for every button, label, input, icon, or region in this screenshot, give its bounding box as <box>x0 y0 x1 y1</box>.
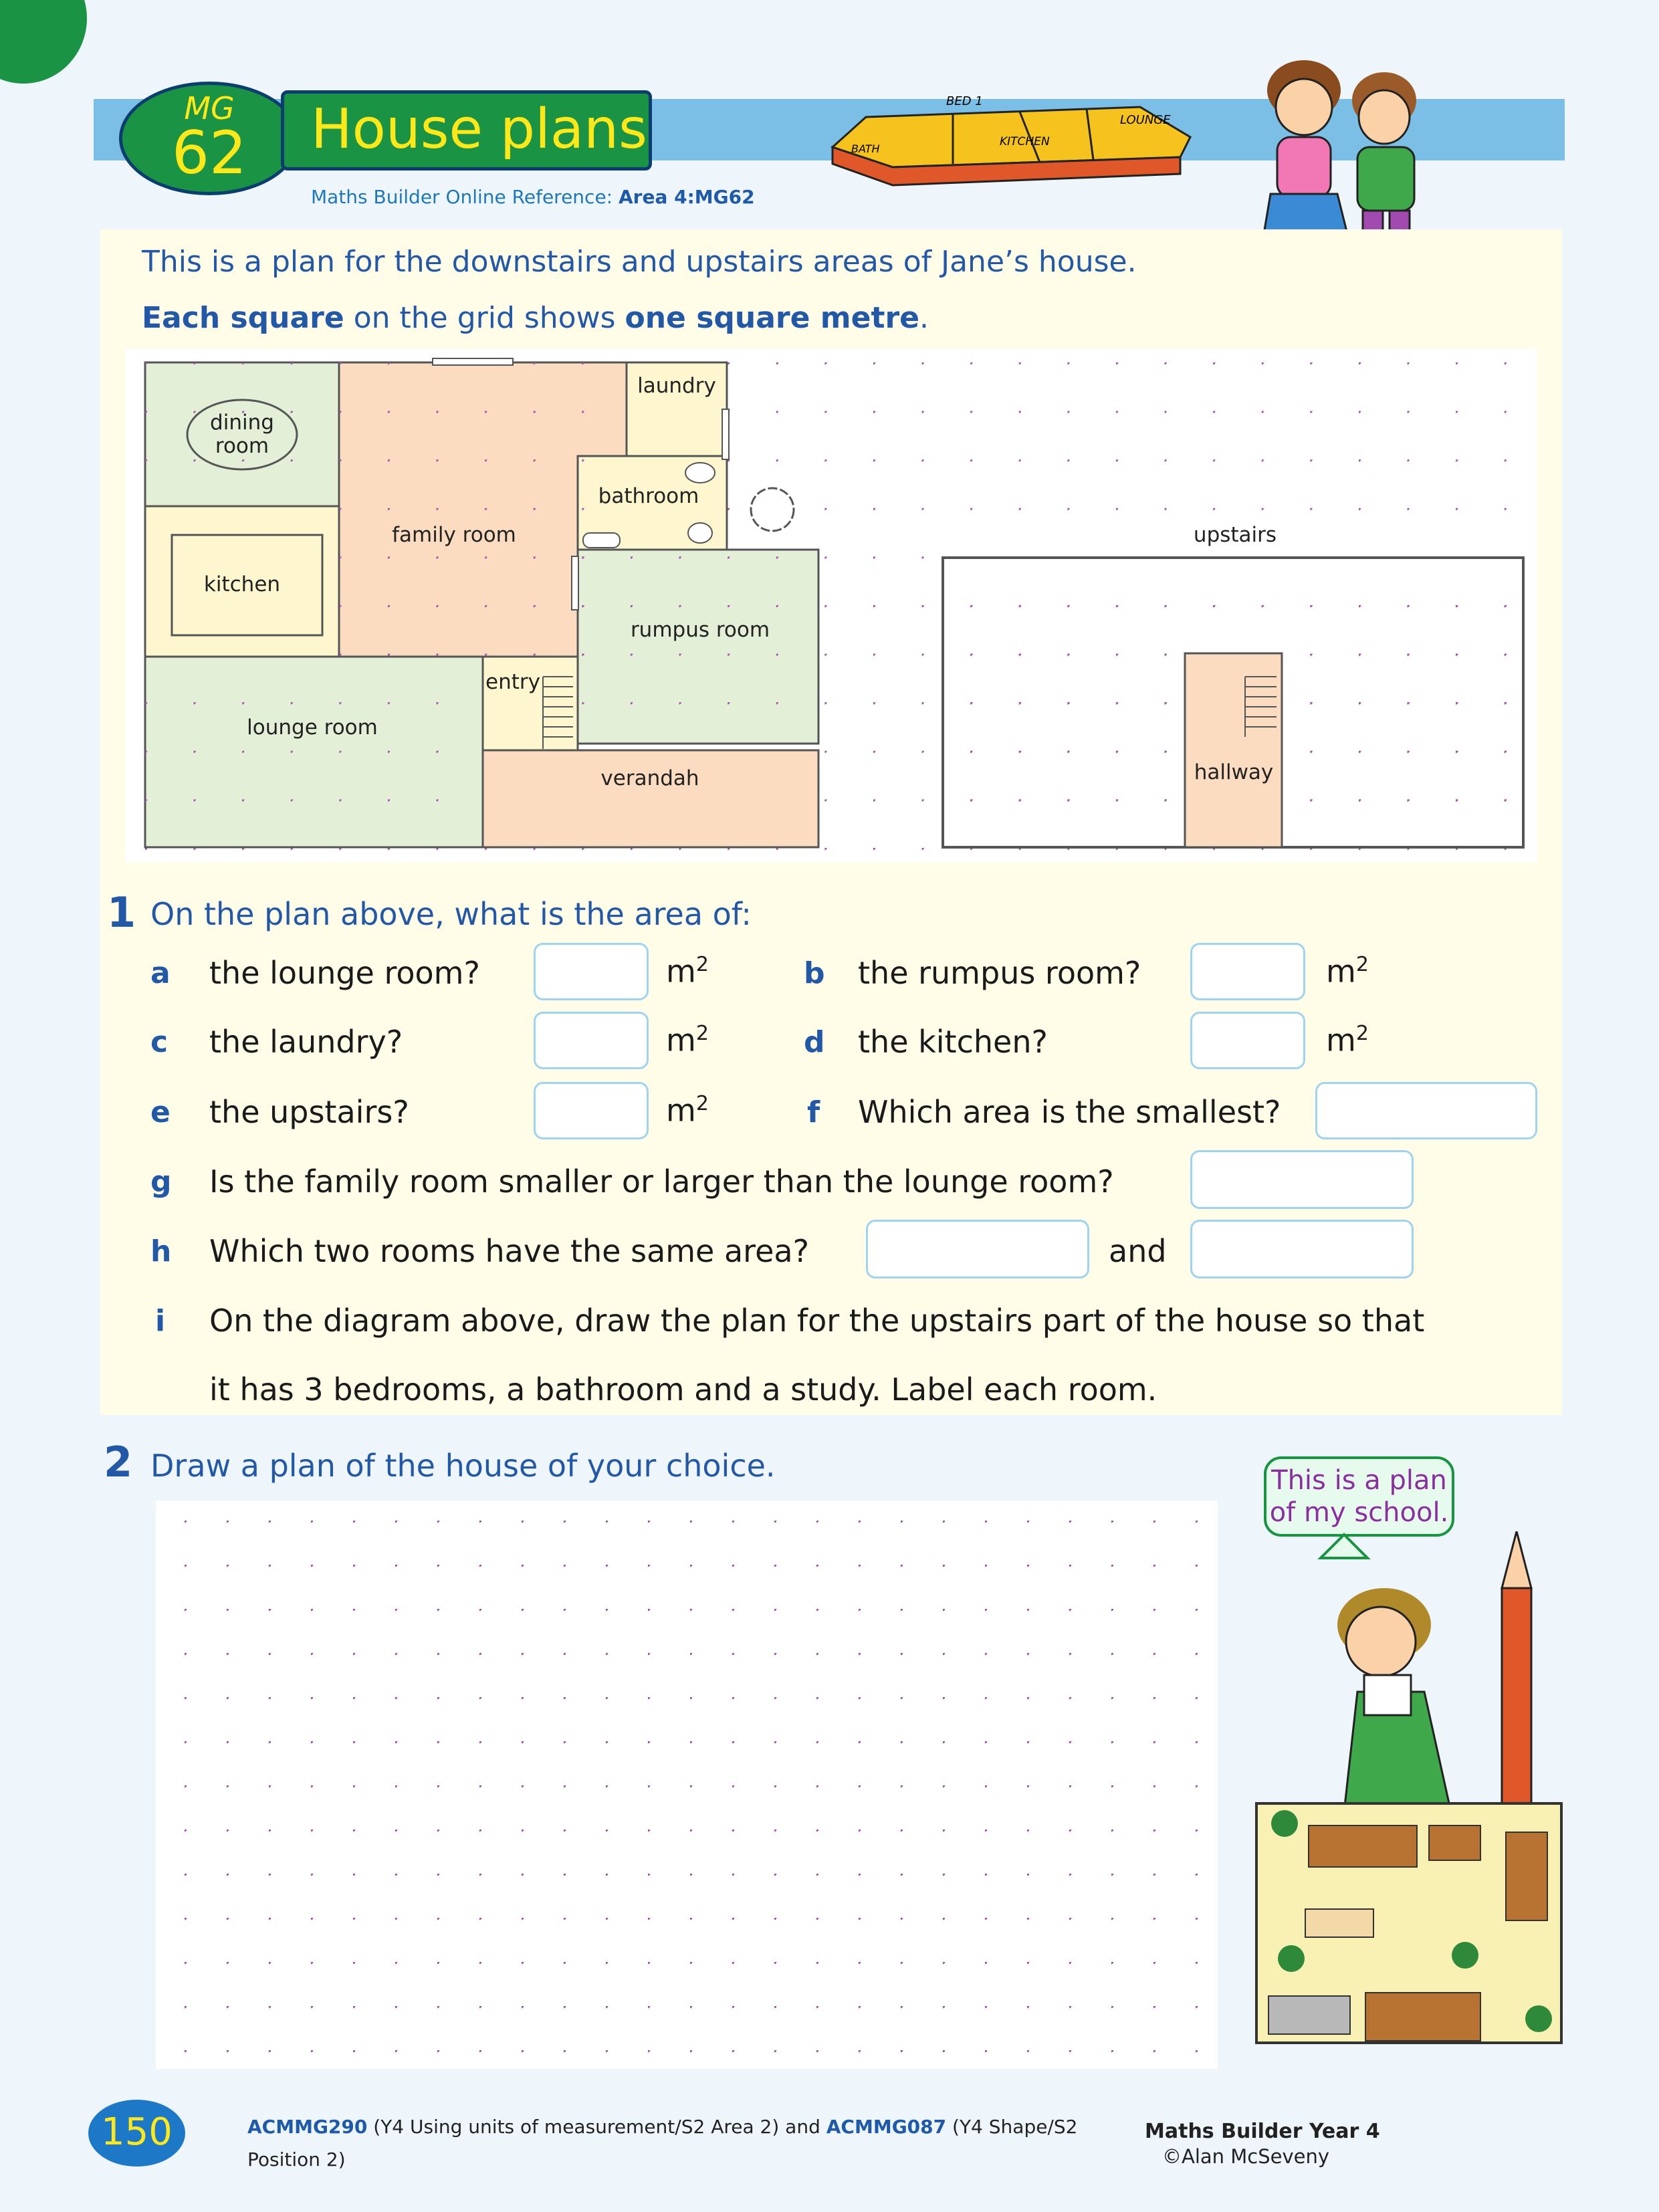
intro-end: . <box>919 301 929 335</box>
item-e-letter: e <box>150 1095 171 1129</box>
badge-number: 62 <box>172 118 247 187</box>
item-h-text: Which two rooms have the same area? <box>209 1233 809 1269</box>
item-f-letter: f <box>807 1095 820 1129</box>
item-i-letter: i <box>155 1304 166 1338</box>
tree-icon <box>1525 2005 1552 2032</box>
answer-e-input[interactable] <box>534 1082 649 1139</box>
book-title: Maths Builder Year 4 <box>1145 2120 1380 2143</box>
copyright: ©Alan McSeveny <box>1162 2145 1330 2168</box>
label-upstairs: upstairs <box>1193 523 1277 547</box>
school-building <box>1365 1992 1481 2041</box>
answer-h1-input[interactable] <box>866 1220 1089 1279</box>
question2-prompt: Draw a plan of the house of your choice. <box>150 1448 776 1484</box>
reference-value: Area 4:MG62 <box>619 186 755 208</box>
car-park <box>1268 1995 1351 2035</box>
item-g-text: Is the family room smaller or larger than the lounge room? <box>209 1164 1114 1200</box>
unit-d: $m^2$ <box>1326 1022 1369 1059</box>
curriculum-codes-line2: Position 2) <box>247 2148 346 2171</box>
label-kitchen: kitchen <box>203 572 281 596</box>
answer-a-input[interactable] <box>534 943 649 1000</box>
illustration-label-kitchen: KITCHEN <box>1000 135 1050 148</box>
illustration-label-lounge: LOUNGE <box>1120 113 1171 127</box>
drawing-dot-grid <box>156 1501 1218 2069</box>
item-i-text-line2: it has 3 bedrooms, a bathroom and a study. Label each room. <box>209 1371 1157 1408</box>
answer-h2-input[interactable] <box>1190 1220 1414 1279</box>
intro-emphasis1: Each square <box>142 301 344 335</box>
question1-number: 1 <box>107 888 136 937</box>
lesson-badge <box>119 82 300 195</box>
unit-a: $m^2$ <box>666 953 709 990</box>
hallway-area <box>1185 653 1282 847</box>
item-i-text: On the diagram above, draw the plan for the upstairs part of the house so that <box>209 1303 1425 1339</box>
illustration-label-bed: BED 1 <box>946 94 983 108</box>
corner-decoration <box>0 0 87 84</box>
answer-g-input[interactable] <box>1190 1150 1414 1209</box>
tree-icon <box>1271 1810 1298 1837</box>
item-b-letter: b <box>804 956 825 990</box>
intro-middle: on the grid shows <box>344 301 625 335</box>
intro-line2 <box>142 301 929 335</box>
school-building <box>1305 1908 1374 1938</box>
page-number-badge <box>88 2100 185 2167</box>
unit-b: $m^2$ <box>1326 953 1369 990</box>
item-d-letter: d <box>804 1025 825 1059</box>
intro-line1: This is a plan for the downstairs and upstairs areas of Jane’s house. <box>142 245 1137 279</box>
speech-line1: This is a plan <box>1271 1465 1447 1496</box>
intro-emphasis2: one square metre <box>625 301 920 335</box>
item-c-text: the laundry? <box>209 1024 403 1060</box>
tree-icon <box>1278 1945 1305 1972</box>
item-h-letter: h <box>150 1234 172 1268</box>
curriculum-code-2: ACMMG087 <box>826 2116 947 2138</box>
page-number: 150 <box>101 2110 173 2154</box>
label-bathroom: bathroom <box>598 484 699 508</box>
page-title: House plans <box>311 98 647 161</box>
answer-d-input[interactable] <box>1190 1012 1305 1069</box>
school-building <box>1428 1825 1481 1861</box>
title-box <box>281 90 652 171</box>
badge-code: MG <box>184 90 235 126</box>
illustration-label-bath: BATH <box>851 142 880 155</box>
tree-icon <box>1452 1942 1478 1969</box>
curriculum-code-1: ACMMG290 <box>247 2116 368 2138</box>
item-c-letter: c <box>150 1025 169 1059</box>
label-entry: entry <box>485 670 540 694</box>
house-plan-illustration <box>819 84 1194 191</box>
reference-label: Maths Builder Online Reference: <box>311 186 613 208</box>
school-plan-illustration <box>1255 1802 1563 2044</box>
label-dining-1: dining <box>210 411 274 435</box>
question2-number: 2 <box>104 1438 133 1486</box>
item-e-text: the upstairs? <box>209 1094 409 1130</box>
answer-c-input[interactable] <box>534 1012 649 1069</box>
answer-f-input[interactable] <box>1315 1082 1537 1139</box>
room-verandah <box>483 750 818 847</box>
label-dining-2: room <box>215 434 269 458</box>
house-plan-grid <box>125 349 1537 863</box>
online-reference <box>311 186 755 208</box>
school-building <box>1505 1832 1548 1921</box>
item-d-text: the kitchen? <box>858 1024 1048 1060</box>
item-a-letter: a <box>150 956 171 990</box>
answer-b-input[interactable] <box>1190 943 1305 1000</box>
unit-c: $m^2$ <box>666 1022 709 1059</box>
item-f-text: Which area is the smallest? <box>858 1094 1281 1130</box>
speech-bubble <box>1264 1456 1454 1537</box>
question1-prompt: On the plan above, what is the area of: <box>150 896 752 932</box>
speech-line2: of my school. <box>1269 1497 1449 1528</box>
label-laundry: laundry <box>637 374 716 398</box>
label-hallway: hallway <box>1194 760 1274 784</box>
label-rumpus-room: rumpus room <box>630 618 770 642</box>
and-word: and <box>1109 1233 1167 1269</box>
item-a-text: the lounge room? <box>209 955 480 991</box>
unit-e: $m^2$ <box>666 1092 709 1129</box>
item-b-text: the rumpus room? <box>858 955 1141 991</box>
item-g-letter: g <box>150 1165 172 1199</box>
label-family-room: family room <box>392 523 516 547</box>
school-building <box>1308 1825 1418 1868</box>
curriculum-codes: ACMMG290 (Y4 Using units of measurement/S2 Area 2) and ACMMG087 (Y4 Shape/S2 <box>247 2116 1078 2138</box>
drawing-area[interactable] <box>156 1501 1218 2069</box>
house-plan-svg <box>125 349 1537 863</box>
label-lounge-room: lounge room <box>247 715 378 740</box>
label-verandah: verandah <box>600 766 699 790</box>
